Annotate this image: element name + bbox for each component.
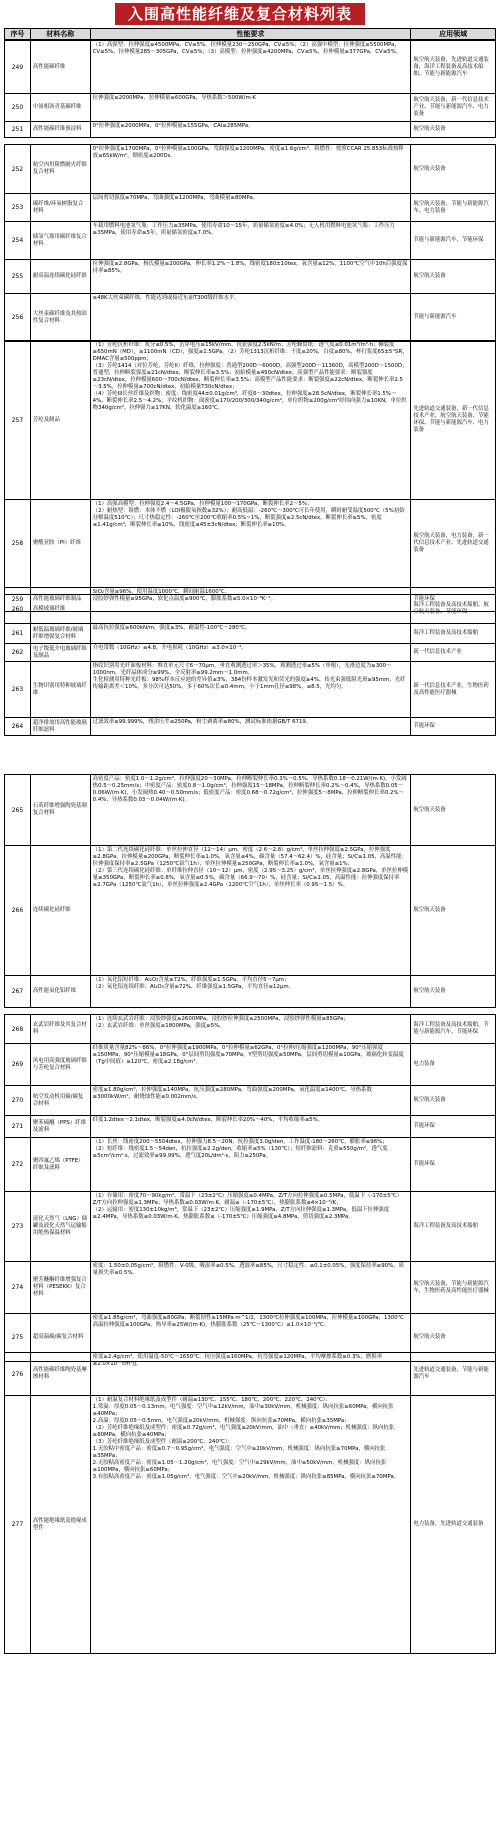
spec-line: 拉伸强度≥2000MPa，拉伸模量≥600GPa，导热系数＞500W/m·K — [92, 95, 256, 101]
row-number: 249 — [5, 41, 31, 93]
material-name: 高性能碳纤维预浸料 — [31, 122, 91, 137]
row-number: 261 — [5, 624, 31, 643]
spec-line: （3）芳纶纤维绝缘纸及成型件（耐温≥200℃、240℃）： — [92, 1439, 234, 1445]
performance-spec — [91, 222, 412, 259]
performance-spec — [91, 145, 412, 193]
spec-line: 密度≥1.80g/cm³，拉伸强度≥140MPa，抗压强度≥280MPa，弯曲强度≥200MPa，氧化温度≥1400℃，导热系数≥3000kW/m²，耐烧蚀性能≤0.002mm/s。 — [92, 1087, 372, 1100]
material-name: 超净排放用高性能玻璃纤维滤料 — [31, 718, 91, 735]
row-number: 274 — [5, 1262, 31, 1313]
spec-line: （1）连续玄武岩纤维：浸胶纱强度≥2600MPa，浸胶纱拉伸强度≥2500MPa，浸胶纱弹性模量≥85GPa； — [92, 1016, 349, 1022]
performance-spec — [91, 341, 412, 499]
table-row — [4, 662, 496, 718]
application-field: 先进轨道交通装备，节能与新能源汽车 — [413, 1367, 489, 1380]
performance-spec — [91, 595, 412, 623]
spec-line: （4）芳纶III长丝纤维及织物：密度：线密度44±0.01g/cm³，纤度6～30dtex，拉伸强度≥28.5cN/dtex，断裂伸长率1.5%～4%，断裂伸长率2.5～4.2%；平纹机织物：面密度≥170/200/300/340g/cm²，单位织物≥200g/cm²经纬向强力≥10KN，单位织物340g/cm²，拉伸强力≥17KN，软化温度≥160℃。 — [92, 391, 407, 411]
table-row — [4, 340, 496, 500]
header-field: 应用领域 — [439, 30, 468, 38]
header-spec: 性能要求 — [91, 29, 412, 39]
performance-spec — [91, 662, 412, 717]
application-field: 航空航天装备，电力装备，新一代信息技术产业、先进轨道交通装备 — [413, 533, 489, 553]
spec-line: （2）玄武岩纤维：单丝强度≥1800MPa，强度≥5%。 — [92, 1023, 225, 1029]
row-number: 271 — [5, 1116, 31, 1137]
material-name: 超高温碳/碳复合材料 — [31, 1314, 91, 1361]
application-field: 航空航天装备 — [413, 988, 446, 994]
spec-line: （1）存储用：密度70～90kg/m³，常温下（23±2℃）压缩强度≥0.4MPa，Z/T方向拉伸强度≥0.5MPa，低温下（-170±5℃）Z/T方向拉伸强度≥1.3MPa；导热系数≤0.03W/m·K，耐温≤（-170±5℃），热膨胀系数≤4×10⁻⁵/K； — [92, 1193, 403, 1206]
material-name: 高性能绝缘纸及绝缘成型件 — [31, 1396, 91, 1653]
performance-spec — [91, 260, 412, 293]
table-header — [4, 28, 496, 40]
table-row — [4, 1396, 496, 1654]
application-field: 电力装备，先进轨道交通装备 — [413, 1521, 484, 1527]
spec-line: 生化检测用特种光纤板：98%样本反应池的差异值≤3%，384份样本激发光和荧光的强度≥4%，传光束强低阻光斑≥95mm，光纤传输距离差＜10%，多分次可达50%，多于60%次长≤0.4mm，小于1mm孔径≤98%，≤8.5，光均匀。 — [92, 677, 406, 690]
table-row — [4, 144, 496, 194]
spec-line: （3）芳纶1414（对位芳纶、芳纶II）纤维，拉伸强度：普通型200D～6000D，高强型200D～11360D，高模型200D～1500D；普通型，拉伸断裂强度≥21cN/dtex，断裂伸长率≥3.5%；初始模量≥450cN/dtex；高强型产品性能要求：断裂强度≥23cN/dtex，拉伸模量600～700cN/dtex，断裂伸长率≥3.5%；高模型产品性能要求：断裂强度≥22cN/dtex，断裂伸长率2.5～3.5%，拉伸模量≥700cN/dtex，初始模量T30cN/dtex； — [92, 363, 408, 390]
material-name: 储氢气瓶用碳纤维复合材料 — [31, 222, 91, 259]
spec-line: 浸胶纱弹性模量≥95GPa，软化点温度≥900℃，膨胀系数≤5.0×10⁻⁶K⁻¹。 — [92, 596, 276, 602]
material-name: 高性能氧化铝纤维 — [31, 976, 91, 1007]
spec-line: 3.有胶粘高密度产品：密度≥1.05g/cm³，电气强度：空气中≥20kV/mm，机械强度：纵向抗张≥85MPa，横向抗张≥70MPa。 — [92, 1474, 400, 1480]
performance-spec — [91, 1116, 412, 1137]
material-name: 高性能碳纤维 — [31, 41, 91, 93]
application-field: 节能环保 — [413, 1123, 435, 1129]
spec-line: （1）长丝：线密度200～5504dtex，拉伸强力8.5～20N，抗拉强度3.0g/den，工作温度-180～260℃，膨胀率≥96%； — [92, 1139, 388, 1145]
spec-line: （1）耐温复合材料绝缘纸及成型件（耐温≥130℃、155℃、180℃、200℃、220℃、240℃）： — [92, 1397, 331, 1403]
header-no: 序号 — [5, 29, 31, 39]
application-field: 节能环保 — [413, 1161, 435, 1167]
performance-spec — [91, 1086, 412, 1115]
row-number: 255 — [5, 260, 31, 293]
application-field: 航空航天装备，节能与新能源汽车、电力装备 — [413, 200, 489, 214]
table-row — [4, 846, 496, 976]
spec-line: （1）高强型：拉伸强度≥4500MPa，CV≤5%，拉伸模量230～250GPa，CV≤5%；（2）高强中模型：拉伸强度≥5500MPa，CV≤5%，拉伸模量285～305GPa，CV≤5%；（3）高模型：拉伸强度≥4200MPa，CV≤5%，拉伸模量≥377GPa，CV≤5%。 — [92, 42, 402, 55]
row-number: 262 — [5, 644, 31, 661]
material-name: 液化天然气（LNG）储罐及液化天然气运输船用绝热保温材料 — [31, 1192, 91, 1261]
spec-line: （1）氧化铝短纤维：Al₂O₃含量≥72%，纤维强度≥1.5GPa，平均直径5～7μm； — [92, 977, 290, 983]
spec-line: （2）芳纶纤维绝缘纸及成型件：密度≥0.72g/cm³，电气强度≥20kV/mm，油中（垂直）≥40kV/mm；机械强度：纵向抗张≥80MPa，横向抗张≥40MPa； — [92, 1425, 395, 1438]
material-name: 碳纤维/环氧树脂复合材料 — [31, 194, 91, 221]
table-row — [4, 594, 496, 624]
material-name: 耐低温玻璃纤维/玻璃纤维增强复合材料 — [31, 624, 91, 643]
spec-line: SiO₂含量≥96%，使用温度1000℃，瞬间耐温1600℃。 — [92, 589, 231, 595]
spec-line: 1.无胶粘中密度产品：密度≥0.7～0.95g/cm³，电气强度：空气中≥20kV/mm，机械强度：纵向抗张≥70MPa，横向抗张≥35MPa； — [92, 1446, 386, 1459]
material-name: 生物识别用特种玻璃纤维 — [31, 662, 91, 717]
spec-line: 0°拉伸强度≥2000MPa，0°拉伸模量≥155GPa，CAI≥285MPa。 — [92, 123, 254, 129]
application-field: 航空航天装备，节能与新能源汽车，生物医药及高性能医疗器械 — [413, 1280, 489, 1294]
row-number: 269 — [5, 1044, 31, 1085]
material-name: 大丝束碳纤维及其热固性复合材料 — [31, 294, 91, 341]
spec-line: 最高抗拉强度≥600kN/m，强度≥3%，耐温性-100℃～280℃。 — [92, 625, 251, 631]
application-field: 节能与新能源汽车 — [413, 314, 457, 320]
table-row — [4, 122, 496, 138]
application-field: 电力装备 — [413, 1061, 435, 1067]
material-name: 高性能玻璃纤维制品 — [31, 588, 91, 611]
row-number: 264 — [5, 718, 31, 735]
application-field: 航空航天装备 — [413, 165, 446, 172]
material-name: 玄武岩纤维及其复合材料 — [31, 1015, 91, 1043]
performance-spec — [91, 718, 412, 735]
spec-line: 纤维质量含量82%～86%，0°拉伸强度≥1900MPa，0°拉伸模量≥62GPa，0°拉伸/压缩强度≥1200MPa，90°压缩强度≥150MPa，90°压缩模量≥18GPa，0°层间剪切强度≥70MPa，Y型剪切强度≥50MPa，层间剪切模量≥10GPa，玻璃化转变温度（Tg中间值）≥120℃，密度≤2.18g/cm³。 — [92, 1045, 404, 1065]
spec-line: 指纹识别用光纤面板材料：堆直单元尺寸6～70μm，垂直观测透过率＞35%，观测透过率≤5%（单根），光滑边度为≥300～1000nm，光纤晶体成分≥99%，全反射率≥99.2mm～1.0mm。 — [92, 663, 392, 676]
performance-spec — [91, 644, 412, 661]
performance-spec — [91, 1015, 412, 1043]
material-name: 中间相沥青基碳纤维 — [31, 94, 91, 121]
row-number: 258 — [5, 500, 31, 587]
spec-line: 纤度1.2dtex～2.1dtex，断裂强度≥4.0cN/dtex，断裂伸长率20%～40%，平均收缩率≤5%。 — [92, 1117, 324, 1123]
table-row — [4, 500, 496, 588]
material-name: 高性能碳纤维陶瓷基摩擦材料 — [31, 1353, 91, 1395]
material-name: 聚苯硫醚（PPS）纤维及滤料 — [31, 1116, 91, 1137]
application-field: 海洋工程装备及高技术船舶 — [413, 630, 479, 636]
application-field: 航空航天装备 — [413, 907, 446, 913]
row-number: 254 — [5, 222, 31, 259]
performance-spec — [91, 94, 412, 121]
row-number: 259 — [5, 588, 31, 611]
material-name: 航空内用阻燃耐火纤维复合材料 — [31, 145, 91, 193]
spec-line: 层间剪切强度≥70MPa，弯曲强度≥1200MPa，弯曲模量≥80MPa。 — [92, 195, 259, 201]
material-name: 聚酰亚胺（PI）纤维 — [31, 500, 91, 587]
performance-spec — [91, 624, 412, 643]
application-field: 先进轨道交通装备，新一代信息技术产业，航空航天装备、节能环保、节能与新能源汽车、电力装备 — [413, 406, 489, 433]
row-number: 268 — [5, 1015, 31, 1043]
row-number: 277 — [5, 1396, 31, 1653]
table-row — [4, 1044, 496, 1086]
row-number: 253 — [5, 194, 31, 221]
table-row — [4, 94, 496, 122]
table-row — [4, 1262, 496, 1314]
spec-line: 过滤效率≥99.999%，残余压差≤250Pa，粉尘剥离率≥80%，测试标准依据GB/T 6719。 — [92, 719, 312, 725]
application-field: 节能环保 — [413, 596, 435, 602]
table-row — [4, 194, 496, 222]
performance-spec — [91, 1353, 412, 1395]
spec-line: （2）耐热型：阻燃：本体不燃（LOI极限氧指数≥32%）；耐高低温：-260℃～300℃可长年使用，瞬时耐受温度500℃（5%初始分解温度510℃）；尺寸热稳定性：-260℃至200℃收缩率0.5%~1%，断裂强度≥2.5cN/dtex，断裂伸长率≥5%，密度≤1.41g/cm³，断裂伸长率≥10%，线密度≤45±3cN/dtex；断裂伸长率≥10%。 — [92, 508, 405, 528]
row-number: 250 — [5, 94, 31, 121]
row-number: 275 — [5, 1314, 31, 1361]
material-name: 高模玻璃纤维 — [31, 595, 91, 623]
performance-spec — [91, 294, 412, 341]
spec-line: 拉伸强度≥2.8GPa，杨氏模量≥200GPa，伸长率1.2%～1.8%，线密度180±10tex，氧含量≤12%，1100℃空气中10h后强度保持率≥85%。 — [92, 261, 408, 274]
application-field: 航空航天装备 — [413, 126, 446, 132]
row-number: 251 — [5, 122, 31, 137]
application-field: 海洋工程装备及高技术船舶、航空航天装备、节能环保 — [413, 602, 489, 615]
spec-line: （2）第三代连续碳化硅纤维：单纤维拉伸直径（10～12）μm，密度（2.95～3.25）g/cm³，单丝拉伸强度≥2.8GPa，单丝拉伸模量≥350GPa，断裂伸长率≥0.8%，氧含量≤0.5%，碳含量（66.9～70）%，硅含量；Si/C≥1.05，高温性能：拉伸强度保持率≥2.7GPa（1250℃氩气1h），单丝拉伸强度≥2.4GPa（1200℃空气1h），单丝伸长率（0.95～1.5）%。 — [92, 868, 409, 888]
application-field: 航空航天装备，先进轨道交通装备，海洋工程装备及高技术船舶、节能与新能源汽车 — [413, 56, 489, 77]
table-row — [4, 1352, 496, 1396]
spec-line: 0°拉伸强度≥1700MPa，0°拉伸模量≥100GPa，弯曲强度≥1200MPa，密度≤1.6g/cm³，阻燃性：按照CCAR 25.853标准热释放≤65kW/m²，烟密度≤200Ds。 — [92, 146, 404, 159]
material-name: 连续碳化硅纤维 — [31, 846, 91, 975]
material-name: 电子级低介电玻璃纤维及制品 — [31, 644, 91, 661]
application-field: 航空航天装备，新一代信息技术产业、节能与新能源汽车、电力装备 — [413, 97, 489, 117]
table-row — [4, 260, 496, 294]
spec-line: （1）第二代连续碳化硅纤维：单丝拉伸直径（12～14）μm，密度（2.6～2.8）g/cm³，单丝拉伸强度≥2.5GPa，拉伸强度≥2.8GPa，拉伸模量≥200GPa，断裂伸长率≥1.0%，氧含量≤4%，碳含量（57.4～62.4）%，硅含量；Si/C≥1.05，高温性能：拉伸强度保持率≥2.5GPa（1250℃氩气1h），单丝拉伸模量≥250GPa，断裂伸长率≥1.0%，氧含量≤1%； — [92, 847, 407, 867]
row-number: 265 — [5, 775, 31, 845]
material-name: 耐高温连续碳化硅纤维 — [31, 260, 91, 293]
performance-spec — [91, 1262, 412, 1313]
row-number: 260 — [5, 595, 31, 623]
table-row — [4, 976, 496, 1008]
spec-line: 车载用燃料电池氢气瓶：工作压力≥35MPa，使用寿命10～15年，质量储氢密度≥4.0%；无人机用燃料电池氢气瓶：工作压力≥35MPa，使用寿命≥5年，质量储氢密度≥7.0%。 — [92, 223, 395, 236]
table-row — [4, 718, 496, 736]
application-field: 新一代信息技术产业 — [413, 649, 462, 655]
row-number: 257 — [5, 341, 31, 499]
application-field: 航空航天装备 — [413, 806, 446, 813]
spec-line: 2.无胶粘高密度产品：密度≥1.05～1.20g/cm³，电气强度：空气中≥29kV/mm，油中≥50kV/mm，机械强度：纵向抗张≥100MPa，横向抗张≥60MPa； — [92, 1460, 387, 1473]
spec-line: （2）短纤维：线密度1.5～54den，抗拉强度≥2.2g/den，收缩率≤5%（130℃）；短纤维滤料：克重≥550g/m²，透气度≥5cm³/cm²·s，过滤效率≥99.99%，透气度20L/dm²·s，阻力≥250Pa。 — [92, 1146, 388, 1159]
performance-spec — [91, 122, 412, 137]
performance-spec — [91, 500, 412, 587]
row-number: 270 — [5, 1086, 31, 1115]
table-row — [4, 222, 496, 260]
application-field: 海洋工程装备及高技术船舶，节能与新能源汽车、节能环保 — [413, 1022, 489, 1035]
spec-line: 密度≥1.85g/cm³，弯曲强度≥80GPa，断裂韧性≥15MPa·m^1/2，1300℃拉伸强度≥100MPa，拉伸模量≥100GPa，1300℃高温拉伸强度≥100GPa，热导率≥25W/(m·K)，热膨胀系数（25℃～1300℃）≤1.0×10⁻⁶/℃。 — [92, 1315, 404, 1328]
spec-line: 高密度产品：密度1.0～1.2g/cm³，拉伸强度20～30MPa，拉伸断裂伸长率0.3%～0.5%，导热系数0.18～0.21W/(m·K)，小发阔热0.5～0.25mm/s；中密度产品：密度0.8～1.0g/cm³，拉伸强度15～18MPa，拉伸断裂伸长率0.2%～0.4%，导热系数0.05～0.06W/(m·K)，小发阔热0.40～0.50mm/s；低密度产品：密度0.68～0.72g/cm³，拉伸强度5～8MPa，拉伸断裂伸长率0.2%～0.4%，导热系数0.03～0.04W/(m·K)。 — [92, 776, 407, 803]
material-name: 聚四氟乙烯（PTFE）纤维及滤料 — [31, 1138, 91, 1191]
table-row — [4, 1086, 496, 1116]
table-row — [4, 294, 496, 342]
spec-line: （2）氧化铝连续纤维：Al₂O₃含量≥72%，纤维强度≥1.5GPa，平均直径≤12μm。 — [92, 984, 294, 990]
row-number: 252 — [5, 145, 31, 193]
spec-line: 1.常温：厚度0.05～0.13mm，电气强度：空气中≥12kV/mm，油中≥30kV/mm，机械强度：纵向抗张≥60MPa，横向抗张≥40MPa； — [92, 1404, 394, 1417]
application-field: 节能与新能源汽车，节能环保 — [413, 237, 484, 243]
spec-line: （2）运输用：密度130±10kg/m³，常温下（23±2℃）压缩强度≥1.9MPa，Z/T方向拉伸强度≥1.3MPa，低温下拉伸强度≥2.4MPa，导热系数≤0.03W/m·K，热膨胀系数≤（-170±5℃）压缩强度≥4.8MPa，剪切强度≥2.3MPa。 — [92, 1207, 390, 1220]
performance-spec — [91, 976, 412, 1007]
application-field: 航空航天装备 — [413, 1334, 446, 1340]
material-name: 航空发动机用碳/碳复合材料 — [31, 1086, 91, 1115]
spec-line: 介电常数（10GHz）≤4.8，介电损耗（10GHz）≤3.0×10⁻³。 — [92, 645, 247, 651]
spec-line: 密度≥2.4g/cm³，使用温度-50℃～1650℃，抗压强度≥160MPa，抗弯强度≥120MPa，平均摩擦系数≥0.3%，磨损率≤2.0×10⁻⁷cm³/J。 — [92, 1354, 383, 1367]
table-row — [4, 40, 496, 94]
performance-spec — [91, 775, 412, 845]
table-row — [4, 1192, 496, 1262]
row-number: 266 — [5, 846, 31, 975]
spec-line: （1）高强高模型：拉伸强度2.4～4.5GPa，拉伸模量100～170GPa，断裂伸长率2～5%； — [92, 501, 313, 507]
performance-spec — [91, 1138, 412, 1191]
application-field: 新一代信息技术产业，生物医药及高性能医疗器械 — [413, 682, 489, 696]
table-row — [4, 1138, 496, 1192]
row-number: 256 — [5, 294, 31, 341]
application-field: 海洋工程装备及高技术船舶 — [413, 1223, 479, 1229]
material-name: 聚芳醚酮纤维增强复合材料（PESEKK）复合材料 — [31, 1262, 91, 1313]
material-name: 芳纶及制品 — [31, 341, 91, 499]
performance-spec — [91, 194, 412, 221]
spec-line: 2.高温：厚度0.05～0.5mm，电气强度≥20kV/mm，机械强度：纵向抗张≥70MPa，横向抗张≥35MPa； — [92, 1418, 350, 1424]
performance-spec — [91, 1396, 412, 1653]
row-number: 272 — [5, 1138, 31, 1191]
table-row — [4, 774, 496, 846]
performance-spec — [91, 1192, 412, 1261]
table-row — [4, 1116, 496, 1138]
page-title: 入围高性能纤维及复合材料列表 — [115, 3, 365, 25]
table-row — [4, 624, 496, 644]
material-name: 石英纤维增强陶瓷基制复合材料 — [31, 775, 91, 845]
row-number: 273 — [5, 1192, 31, 1261]
spec-line: ≥48K大丝束碳纤维，性能达到或接近东丽T300级纤维水平。 — [92, 295, 240, 301]
application-field: 航空航天装备 — [413, 1097, 446, 1103]
spec-line: （1）芳纶沉析纤维：灰分≤0.5%，击穿电压≥15kV/mm，抗张强度2.5kN/m；芳纶蜂窝纸：透气度≤0.01m³/m²·h；撕裂度≥650mN（MD），≥1100mN（CD），强度≥1.5GPa。（2）芳纶1313沉析纤维：干度≤20%，白度≥80%，杯打浆度65±5°SR，DMAC含量≤500ppm； — [92, 342, 408, 362]
row-number: 267 — [5, 976, 31, 1007]
performance-spec — [91, 1044, 412, 1085]
application-field: 节能环保 — [413, 723, 435, 729]
table-row — [4, 1014, 496, 1044]
table-row — [4, 644, 496, 662]
application-field: 航空航天装备 — [413, 273, 446, 279]
material-name: 风电用高强度玻璃纤维与芳纶复合材料 — [31, 1044, 91, 1085]
row-number: 276 — [5, 1353, 31, 1395]
row-number: 263 — [5, 662, 31, 717]
spec-line: 密度：1.50±0.05g/cm³，阻燃性：V-0级，吸湿率≤0.5%，透波率≥85%，尺寸稳定性：≤0.1±0.05%，强度保持率≥90%，质量损失率≤0.5%。 — [92, 1263, 404, 1276]
header-name: 材料名称 — [31, 29, 91, 39]
performance-spec — [91, 846, 412, 975]
performance-spec — [91, 41, 412, 93]
